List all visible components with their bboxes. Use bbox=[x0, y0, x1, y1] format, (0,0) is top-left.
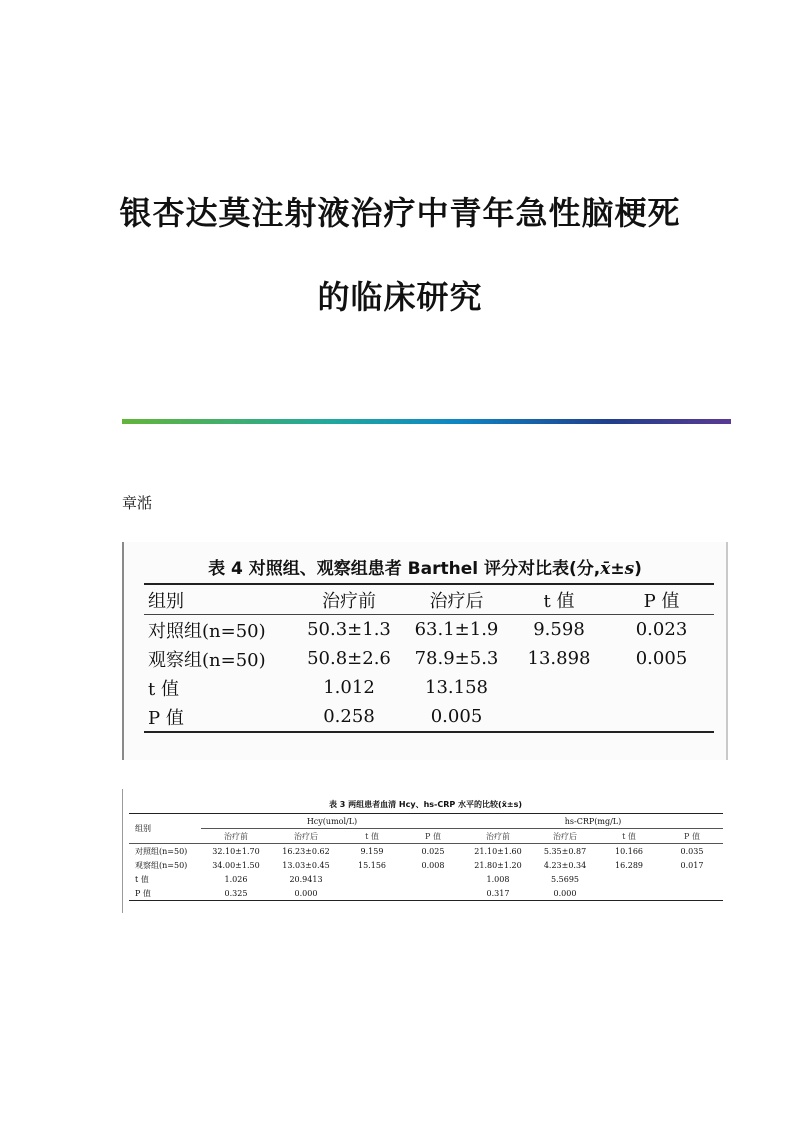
table-cell: 0.005 bbox=[430, 706, 483, 727]
table-cell: 32.10±1.70 bbox=[212, 846, 260, 856]
table-row bbox=[129, 844, 723, 859]
table-3-subheader-cell: 治疗前 bbox=[486, 831, 510, 841]
table-3 bbox=[129, 813, 723, 901]
table-4-header-cell: P 值 bbox=[643, 590, 680, 612]
table-cell: 10.166 bbox=[615, 846, 643, 856]
table-cell: t 值 bbox=[148, 678, 179, 700]
table-3-subheader-cell: 治疗后 bbox=[294, 831, 318, 841]
table-cell bbox=[341, 872, 403, 886]
table-cell: P 值 bbox=[129, 886, 201, 901]
table-cell: 78.9±5.3 bbox=[414, 648, 499, 669]
table-cell bbox=[509, 673, 609, 702]
table-cell: 0.023 bbox=[635, 619, 688, 640]
table-4-header-cell: t 值 bbox=[543, 590, 575, 612]
table-cell: 1.012 bbox=[323, 677, 375, 698]
table-cell bbox=[609, 702, 714, 732]
table-cell: P 值 bbox=[148, 707, 184, 729]
table-row bbox=[129, 886, 723, 901]
table-4-caption-end: ) bbox=[634, 559, 642, 579]
table-cell: 4.23±0.34 bbox=[543, 860, 587, 870]
table-cell bbox=[597, 886, 661, 901]
table-cell bbox=[509, 702, 609, 732]
table-cell bbox=[597, 872, 661, 886]
author-name: 章湉 bbox=[122, 494, 153, 512]
table-cell: 5.35±0.87 bbox=[543, 846, 587, 856]
table-cell: 63.1±1.9 bbox=[414, 619, 499, 640]
table-3-subheader-cell: P 值 bbox=[425, 831, 441, 841]
table-row bbox=[129, 858, 723, 872]
table-3-group-row bbox=[129, 814, 723, 829]
table-3-subheader-row bbox=[129, 829, 723, 844]
table-3-group-label: 组别 bbox=[129, 814, 201, 844]
table-cell: 0.258 bbox=[323, 706, 375, 727]
table-row bbox=[144, 673, 714, 702]
table-row bbox=[129, 872, 723, 886]
table-3-group-hcy: Hcy(umol/L) bbox=[201, 814, 463, 829]
table-4 bbox=[144, 583, 714, 733]
table-cell bbox=[341, 886, 403, 901]
table-4-caption-stat: x̄±s bbox=[600, 559, 635, 579]
table-4-header-cell: 治疗前 bbox=[322, 590, 376, 612]
table-row bbox=[144, 615, 714, 645]
table-cell: 9.598 bbox=[533, 619, 585, 640]
table-cell bbox=[661, 886, 723, 901]
table-cell: 0.000 bbox=[533, 886, 597, 901]
gradient-divider bbox=[122, 419, 731, 424]
table-4-caption-text: 表 4 对照组、观察组患者 Barthel 评分对比表(分, bbox=[208, 559, 601, 579]
table-4-header-cell: 治疗后 bbox=[429, 590, 484, 612]
table-cell: 21.80±1.20 bbox=[474, 860, 522, 870]
table-cell: 0.005 bbox=[635, 648, 688, 669]
table-cell bbox=[661, 872, 723, 886]
table-cell: 50.8±2.6 bbox=[307, 648, 391, 669]
table-cell: 0.025 bbox=[421, 846, 445, 856]
table-cell: 13.03±0.45 bbox=[282, 860, 330, 870]
table-3-subheader-cell: 治疗后 bbox=[553, 831, 577, 841]
table-cell: 13.898 bbox=[527, 648, 591, 669]
table-cell: 16.289 bbox=[615, 860, 643, 870]
paper-title-line-1: 银杏达莫注射液治疗中青年急性脑梗死 bbox=[119, 194, 681, 232]
table-cell: 5.5695 bbox=[551, 874, 579, 884]
table-3-subheader-cell: t 值 bbox=[365, 831, 379, 841]
table-cell: 1.008 bbox=[486, 874, 510, 884]
table-4-figure bbox=[122, 542, 728, 760]
table-3-subheader-cell: t 值 bbox=[622, 831, 636, 841]
table-cell: 0.325 bbox=[201, 886, 271, 901]
table-cell: 9.159 bbox=[360, 846, 384, 856]
table-cell: 0.035 bbox=[680, 846, 704, 856]
table-cell: 34.00±1.50 bbox=[212, 860, 260, 870]
table-cell: 21.10±1.60 bbox=[474, 846, 522, 856]
paper-title-line-2: 的临床研究 bbox=[317, 278, 483, 316]
table-3-subheader-cell: P 值 bbox=[684, 831, 700, 841]
table-cell bbox=[609, 673, 714, 702]
table-cell: 50.3±1.3 bbox=[307, 619, 391, 640]
table-cell: 0.317 bbox=[463, 886, 533, 901]
table-row bbox=[144, 644, 714, 673]
table-cell: 观察组(n=50) bbox=[135, 860, 188, 870]
table-3-caption: 表 3 两组患者血清 Hcy、hs-CRP 水平的比较(x̄±s) bbox=[329, 800, 522, 809]
table-3-figure bbox=[122, 789, 728, 913]
table-3-subheader-cell: 治疗前 bbox=[224, 831, 248, 841]
table-3-group-hscrp: hs-CRP(mg/L) bbox=[463, 814, 723, 829]
table-row bbox=[144, 702, 714, 732]
table-4-header-cell: 组别 bbox=[148, 590, 184, 612]
table-cell: 0.000 bbox=[271, 886, 341, 901]
table-cell: t 值 bbox=[135, 874, 149, 884]
table-cell: 13.158 bbox=[425, 677, 488, 698]
table-4-caption bbox=[124, 554, 726, 579]
table-cell: 对照组(n=50) bbox=[148, 620, 266, 642]
table-cell: 观察组(n=50) bbox=[148, 649, 266, 671]
table-cell: 0.008 bbox=[421, 860, 445, 870]
table-4-header-row bbox=[144, 584, 714, 615]
table-cell: 0.017 bbox=[680, 860, 704, 870]
table-cell: 16.23±0.62 bbox=[282, 846, 330, 856]
table-cell bbox=[403, 872, 463, 886]
table-cell: 20.9413 bbox=[289, 874, 323, 884]
table-cell: 对照组(n=50) bbox=[135, 846, 188, 856]
table-cell bbox=[403, 886, 463, 901]
table-cell: 15.156 bbox=[358, 860, 386, 870]
table-cell: 1.026 bbox=[224, 874, 248, 884]
